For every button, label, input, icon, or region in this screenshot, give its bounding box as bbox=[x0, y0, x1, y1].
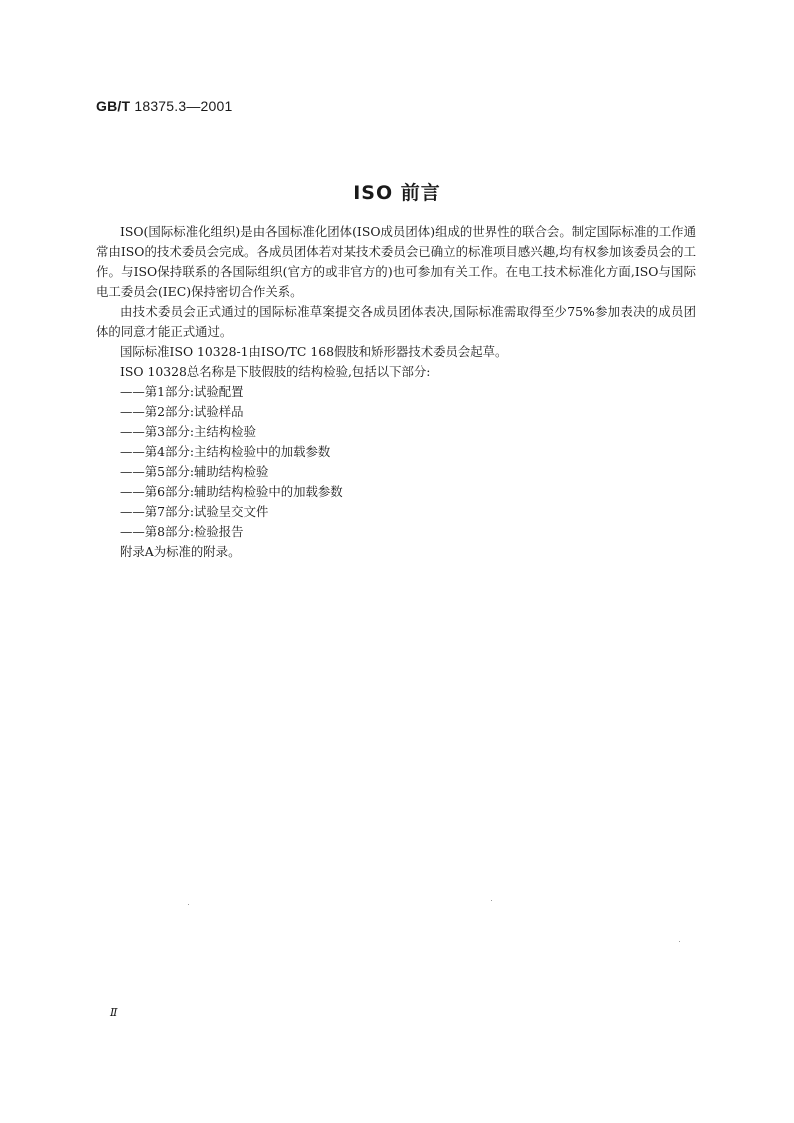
standard-code-number: 18375.3—2001 bbox=[134, 98, 233, 114]
page-title: ISO 前言 bbox=[353, 182, 441, 204]
list-item-part-3: ——第3部分:主结构检验 bbox=[120, 424, 256, 439]
foreword-body bbox=[96, 222, 696, 562]
paragraph-iso-intro: ISO(国际标准化组织)是由各国标准化团体(ISO成员团体)组成的世界性的联合会。制定国际标准的工作通常由ISO的技术委员会完成。各成员团体若对某技术委员会已确立的标准项目感兴趣,均有权参加该委员会的工作。与ISO保持联系的各国际组织(官方的或非官方的)也可参加有关工作。在电工技术标准化方面,ISO与国际电工委员会(IEC)保持密切合作关系。 bbox=[96, 224, 696, 299]
paragraph-drafting: 国际标准ISO 10328-1由ISO/TC 168假肢和矫形器技术委员会起草。 bbox=[120, 344, 508, 359]
paragraph-parts-intro: ISO 10328总名称是下肢假肢的结构检验,包括以下部分: bbox=[120, 364, 431, 379]
scan-speck bbox=[679, 941, 680, 942]
list-item-part-1: ——第1部分:试验配置 bbox=[120, 384, 244, 399]
list-item-part-6: ——第6部分:辅助结构检验中的加载参数 bbox=[120, 484, 343, 499]
scan-speck bbox=[491, 900, 492, 901]
annex-note: 附录A为标准的附录。 bbox=[120, 544, 241, 559]
list-item-part-2: ——第2部分:试验样品 bbox=[120, 404, 244, 419]
standard-code-prefix: GB/T bbox=[96, 98, 131, 114]
list-item-part-7: ——第7部分:试验呈交文件 bbox=[120, 504, 269, 519]
list-item-part-8: ——第8部分:检验报告 bbox=[120, 524, 244, 539]
list-item-part-4: ——第4部分:主结构检验中的加载参数 bbox=[120, 444, 331, 459]
page-number: Ⅱ bbox=[110, 1006, 118, 1019]
scan-speck bbox=[188, 904, 189, 905]
standard-code bbox=[96, 98, 233, 114]
list-item-part-5: ——第5部分:辅助结构检验 bbox=[120, 464, 269, 479]
paragraph-voting: 由技术委员会正式通过的国际标准草案提交各成员团体表决,国际标准需取得至少75%参加表决的成员团体的同意才能正式通过。 bbox=[96, 304, 696, 339]
